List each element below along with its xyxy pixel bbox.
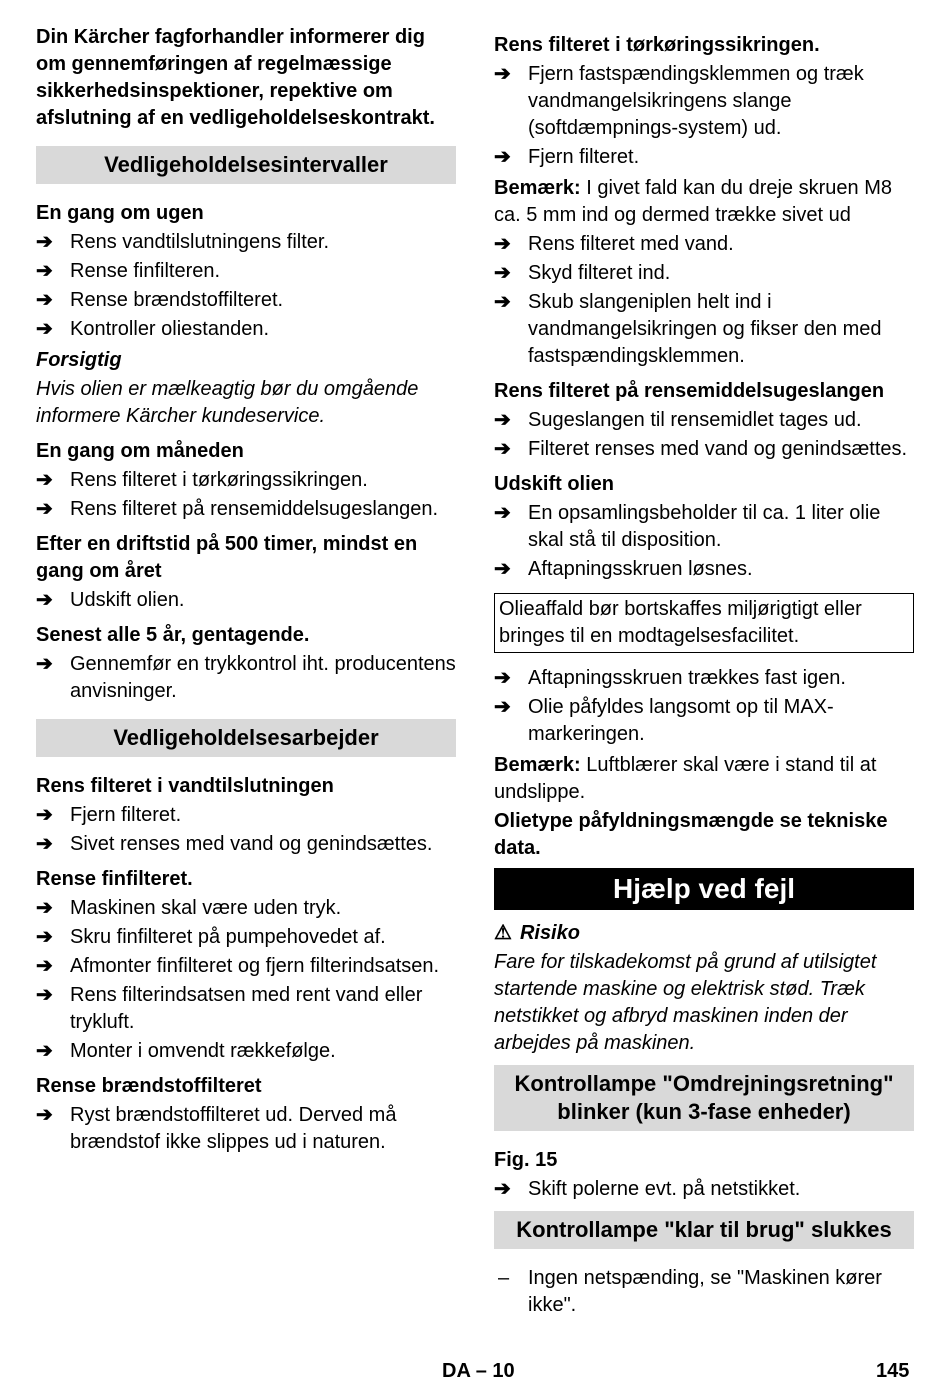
heading-500-hours: Efter en driftstid på 500 timer, mindst en gang om året bbox=[36, 533, 418, 582]
footer-page-label: DA – 10 bbox=[442, 1360, 515, 1382]
list-item-text: Fjern filteret. bbox=[528, 146, 640, 168]
list-item-text: Udskift olien. bbox=[70, 589, 185, 611]
water-filter-list bbox=[36, 802, 456, 858]
list-item-text: Rens filteret på rensemiddelsugeslangen. bbox=[70, 498, 438, 520]
note-2-text: Luftblærer skal være i stand til at undslippe. bbox=[494, 754, 877, 803]
list-item bbox=[36, 316, 456, 343]
heading-5-years: Senest alle 5 år, gentagende. bbox=[36, 624, 310, 646]
list-item bbox=[36, 953, 456, 980]
list-item bbox=[494, 500, 914, 554]
list-item bbox=[494, 665, 914, 692]
heading-water-filter: Rens filteret i vandtilslutningen bbox=[36, 775, 334, 797]
lamp-rotation-list bbox=[494, 1176, 914, 1203]
arrow-right-icon: ➔ bbox=[36, 1040, 53, 1062]
arrow-right-icon: ➔ bbox=[494, 558, 511, 580]
dry-run-list-b bbox=[494, 231, 914, 370]
list-item-text: Aftapningsskruen trækkes fast igen. bbox=[528, 667, 846, 689]
list-item-text: Kontroller oliestanden. bbox=[70, 318, 270, 340]
caution-text: Hvis olien er mælkeagtig bør du omgående informere Kärcher kundeservice. bbox=[36, 378, 419, 427]
list-item-text: Sugeslangen til rensemidlet tages ud. bbox=[528, 409, 862, 431]
list-item-text: Rense brændstoffilteret. bbox=[70, 289, 284, 311]
list-item bbox=[36, 831, 456, 858]
detergent-list bbox=[494, 407, 914, 463]
list-item-text: Monter i omvendt rækkefølge. bbox=[70, 1040, 336, 1062]
section-title-maintenance-work: Vedligeholdelsesarbejder bbox=[36, 719, 456, 757]
list-item-text: Sivet renses med vand og genindsættes. bbox=[70, 833, 433, 855]
arrow-right-icon: ➔ bbox=[36, 318, 53, 340]
list-item bbox=[36, 651, 456, 705]
arrow-right-icon: ➔ bbox=[36, 469, 53, 491]
arrow-right-icon: ➔ bbox=[494, 63, 511, 85]
list-item-text: Rens filterindsatsen med rent vand eller trykluft. bbox=[70, 984, 423, 1033]
list-item-text: Filteret renses med vand og genindsættes. bbox=[528, 438, 908, 460]
list-item bbox=[494, 289, 914, 370]
intro-text: Din Kärcher fagforhandler informerer dig om gennemføringen af regelmæssige sikkerhedsinspektioner, repektive om afslutning af en vedligeholdelseskontrakt. bbox=[36, 26, 435, 129]
arrow-right-icon: ➔ bbox=[494, 233, 511, 255]
arrow-right-icon: ➔ bbox=[494, 696, 511, 718]
dash-bullet-icon: – bbox=[498, 1267, 510, 1289]
list-item bbox=[36, 229, 456, 256]
list-item bbox=[36, 982, 456, 1036]
list-item bbox=[494, 556, 914, 583]
list-item-text: Maskinen skal være uden tryk. bbox=[70, 897, 342, 919]
years-list bbox=[36, 651, 456, 705]
list-item-text: Fjern filteret. bbox=[70, 804, 182, 826]
arrow-right-icon: ➔ bbox=[36, 589, 53, 611]
oil-list-a bbox=[494, 500, 914, 583]
fig-label: Fig. 15 bbox=[494, 1149, 558, 1171]
fine-filter-list bbox=[36, 895, 456, 1065]
note-2-label: Bemærk: bbox=[494, 754, 581, 776]
list-item bbox=[36, 802, 456, 829]
risk-text: Fare for tilskadekomst på grund af utilsigtet startende maskine og elektrisk stød. Træk netstikket og afbryd maskinen inden der arbejdes på maskinen. bbox=[494, 951, 877, 1054]
list-item bbox=[36, 895, 456, 922]
arrow-right-icon: ➔ bbox=[494, 1178, 511, 1200]
note-2 bbox=[494, 752, 914, 806]
lamp-ready-list bbox=[494, 1265, 914, 1319]
list-item bbox=[494, 231, 914, 258]
list-item bbox=[36, 496, 456, 523]
list-item-text: Fjern fastspændingsklemmen og træk vandmangelsikringens slange (softdæmpnings-system) ud. bbox=[528, 63, 864, 139]
list-item bbox=[494, 407, 914, 434]
list-item-text: Rens vandtilslutningens filter. bbox=[70, 231, 330, 253]
list-item bbox=[36, 924, 456, 951]
arrow-right-icon: ➔ bbox=[494, 438, 511, 460]
arrow-right-icon: ➔ bbox=[36, 984, 53, 1006]
oil-list-b bbox=[494, 665, 914, 748]
list-item bbox=[494, 61, 914, 142]
heading-fuel-filter: Rense brændstoffilteret bbox=[36, 1075, 262, 1097]
list-item-text: Afmonter finfilteret og fjern filterindsatsen. bbox=[70, 955, 440, 977]
arrow-right-icon: ➔ bbox=[36, 260, 53, 282]
arrow-right-icon: ➔ bbox=[36, 955, 53, 977]
arrow-right-icon: ➔ bbox=[36, 289, 53, 311]
arrow-right-icon: ➔ bbox=[494, 667, 511, 689]
list-item-text: Rens filteret med vand. bbox=[528, 233, 734, 255]
list-item-text: Ryst brændstoffilteret ud. Derved må brændstof ikke slippes ud i naturen. bbox=[70, 1104, 397, 1153]
heading-fine-filter: Rense finfilteret. bbox=[36, 868, 193, 890]
arrow-right-icon: ➔ bbox=[36, 833, 53, 855]
heading-detergent-filter: Rens filteret på rensemiddelsugeslangen bbox=[494, 380, 885, 402]
list-item bbox=[494, 436, 914, 463]
list-item bbox=[36, 467, 456, 494]
weekly-list bbox=[36, 229, 456, 343]
list-item bbox=[494, 144, 914, 171]
list-item-text: Olie påfyldes langsomt op til MAX-markeringen. bbox=[528, 696, 834, 745]
list-item-text: Skyd filteret ind. bbox=[528, 262, 671, 284]
list-item bbox=[36, 287, 456, 314]
list-item-text: En opsamlingsbeholder til ca. 1 liter olie skal stå til disposition. bbox=[528, 502, 881, 551]
right-column bbox=[494, 32, 914, 1323]
oil-type-text: Olietype påfyldningsmængde se tekniske data. bbox=[494, 810, 888, 859]
list-item-text: Rense finfilteren. bbox=[70, 260, 221, 282]
arrow-right-icon: ➔ bbox=[36, 897, 53, 919]
arrow-right-icon: ➔ bbox=[494, 409, 511, 431]
left-column bbox=[36, 24, 456, 1160]
list-item bbox=[36, 1038, 456, 1065]
arrow-right-icon: ➔ bbox=[494, 291, 511, 313]
list-item bbox=[494, 1176, 914, 1203]
arrow-right-icon: ➔ bbox=[494, 146, 511, 168]
dry-run-list-a bbox=[494, 61, 914, 171]
note-1-text: I givet fald kan du dreje skruen M8 ca. 5 mm ind og dermed trække sivet ud bbox=[494, 177, 892, 226]
heading-weekly: En gang om ugen bbox=[36, 202, 204, 224]
note-1-label: Bemærk: bbox=[494, 177, 581, 199]
heading-change-oil: Udskift olien bbox=[494, 473, 615, 495]
fuel-filter-list bbox=[36, 1102, 456, 1156]
arrow-right-icon: ➔ bbox=[36, 804, 53, 826]
heading-dry-run-filter: Rens filteret i tørkøringssikringen. bbox=[494, 34, 820, 56]
caution-heading: Forsigtig bbox=[36, 349, 122, 371]
note-1 bbox=[494, 175, 914, 229]
list-item bbox=[36, 587, 456, 614]
list-item bbox=[494, 1265, 914, 1319]
list-item-text: Gennemfør en trykkontrol iht. producentens anvisninger. bbox=[70, 653, 456, 702]
arrow-right-icon: ➔ bbox=[36, 653, 53, 675]
list-item bbox=[36, 258, 456, 285]
warning-triangle-icon: ⚠ bbox=[494, 922, 512, 944]
list-item-text: Ingen netspænding, se "Maskinen kører ikke". bbox=[528, 1267, 882, 1316]
arrow-right-icon: ➔ bbox=[36, 498, 53, 520]
section-title-intervals: Vedligeholdelsesintervaller bbox=[36, 146, 456, 184]
arrow-right-icon: ➔ bbox=[36, 1104, 53, 1126]
arrow-right-icon: ➔ bbox=[36, 926, 53, 948]
heading-monthly: En gang om måneden bbox=[36, 440, 244, 462]
risk-heading: Risiko bbox=[519, 922, 580, 944]
arrow-right-icon: ➔ bbox=[494, 502, 511, 524]
footer-page-number: 145 bbox=[876, 1360, 910, 1382]
list-item-text: Skub slangeniplen helt ind i vandmangelsikringen og fikser den med fastspændingsklemmen. bbox=[528, 291, 882, 367]
list-item bbox=[36, 1102, 456, 1156]
hours-list bbox=[36, 587, 456, 614]
list-item-text: Aftapningsskruen løsnes. bbox=[528, 558, 753, 580]
lamp-rotation-title: Kontrollampe "Omdrejningsretning" blinker (kun 3-fase enheder) bbox=[494, 1065, 914, 1131]
arrow-right-icon: ➔ bbox=[36, 231, 53, 253]
list-item bbox=[494, 260, 914, 287]
risk-heading-row bbox=[494, 920, 914, 947]
help-title: Hjælp ved fejl bbox=[494, 868, 914, 910]
monthly-list bbox=[36, 467, 456, 523]
lamp-ready-title: Kontrollampe "klar til brug" slukkes bbox=[494, 1211, 914, 1249]
list-item-text: Rens filteret i tørkøringssikringen. bbox=[70, 469, 368, 491]
oil-disposal-box: Olieaffald bør bortskaffes miljørigtigt eller bringes til en modtagelsesfacilitet. bbox=[494, 593, 914, 653]
arrow-right-icon: ➔ bbox=[494, 262, 511, 284]
list-item-text: Skru finfilteret på pumpehovedet af. bbox=[70, 926, 386, 948]
list-item bbox=[494, 694, 914, 748]
list-item-text: Skift polerne evt. på netstikket. bbox=[528, 1178, 801, 1200]
